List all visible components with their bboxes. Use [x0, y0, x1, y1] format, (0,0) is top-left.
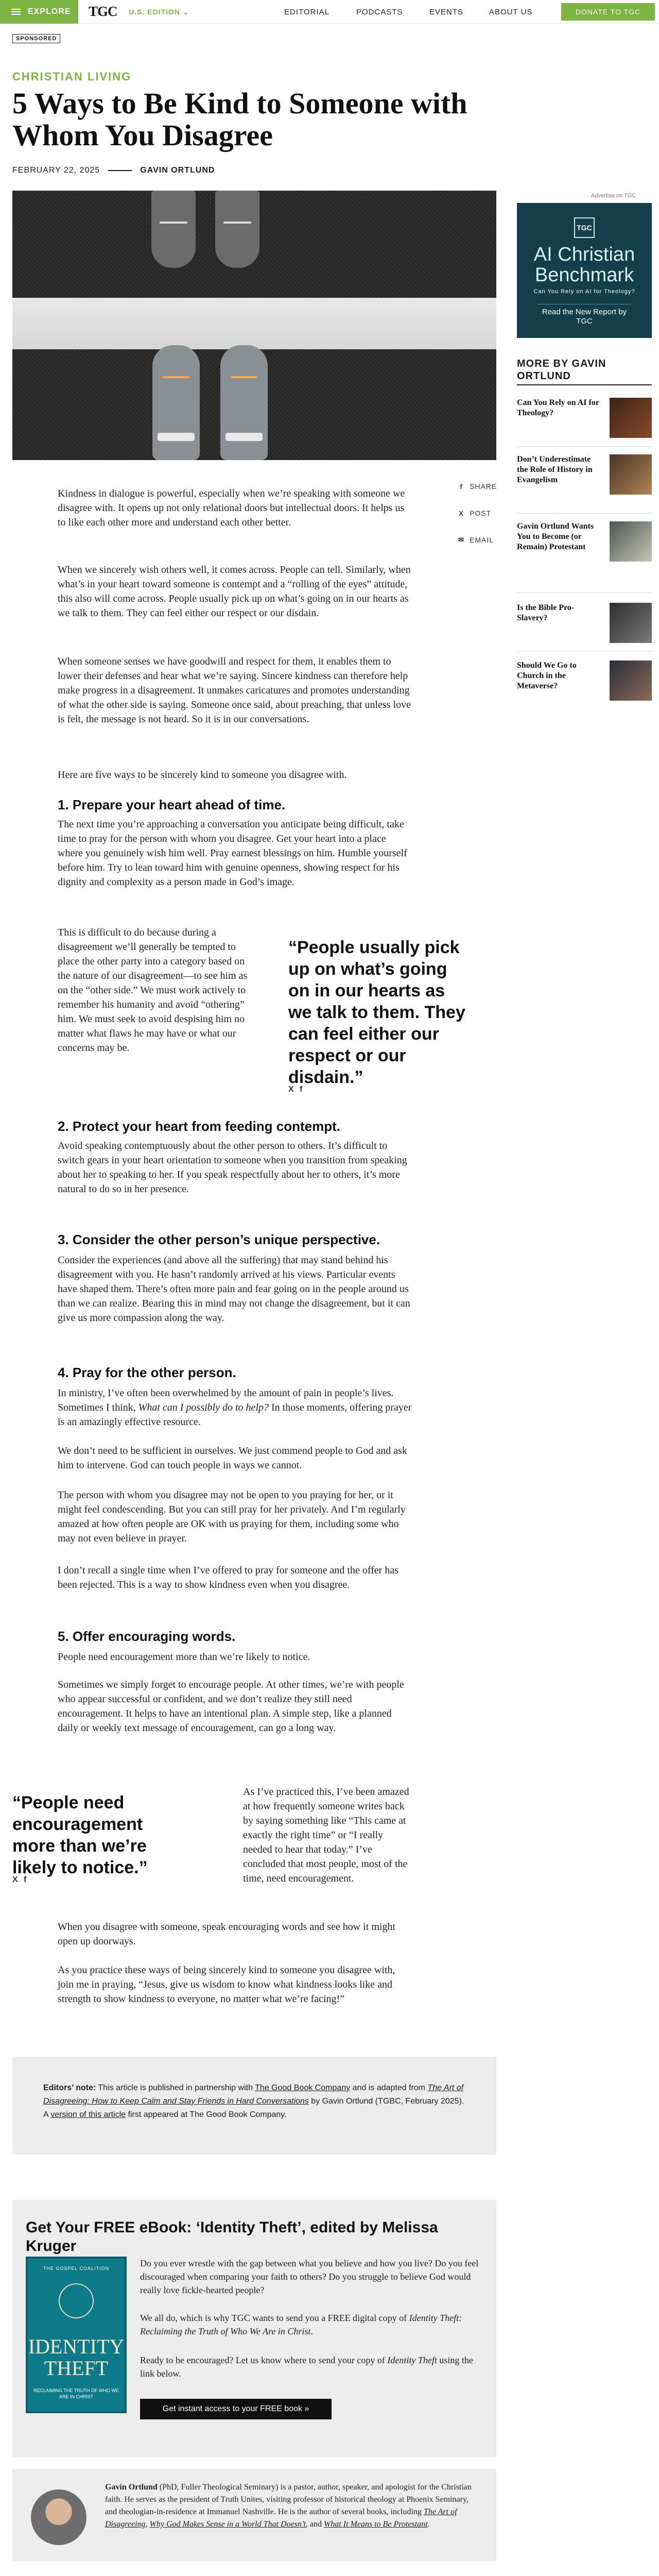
thumbnail — [610, 603, 652, 643]
editors-note — [12, 2057, 496, 2155]
divider — [517, 651, 652, 652]
get-ebook-button[interactable]: Get instant access to your FREE book » — [140, 2399, 332, 2419]
byline — [12, 166, 215, 175]
thumbnail — [610, 398, 652, 438]
section-paragraph: In ministry, I’ve often been overwhelmed by the amount of pain in people’s lives. Sometimes I think, What can I possibly do to help? In those moments, offering prayer is an amazingly effective resource. — [58, 1387, 412, 1428]
shoe-bottom-right — [220, 345, 268, 460]
shoe-top-right — [215, 191, 259, 268]
x-icon[interactable]: X — [12, 1875, 18, 1884]
facebook-icon: f — [460, 482, 463, 490]
explore-button[interactable] — [0, 0, 78, 24]
thumbnail — [610, 660, 652, 701]
section-paragraph: Sometimes we simply forget to encourage people. At other times, we’re with people who appear successful or confident, and we don’t realize they still need encouragement. It helps to have an intentional plan. A simple step, like a planned daily or weekly text message of encouragement, can go a long way. — [58, 1679, 404, 1734]
x-icon: X — [459, 509, 464, 517]
x-icon[interactable]: X — [288, 1085, 294, 1094]
crosswalk-stripe — [12, 298, 496, 349]
ebook-text: We all do, which is why TGC wants to send you a FREE digital copy of Identity Theft: Reclaiming the Truth of Who We Are in Christ. — [140, 2313, 462, 2336]
more-by-author-title: MORE BY GAVIN ORTLUND — [517, 358, 606, 382]
share-button[interactable]: f SHARE — [457, 482, 497, 490]
intro-paragraph: When we sincerely wish others well, it comes across. People can tell. Similarly, when what’s in your heart toward someone is contempt and a “rolling of the eyes” attitude, this also will come across. People usually pick up on what’s going on in our hearts as we talk to them. They can feel either our respect or our disdain. — [58, 564, 411, 619]
nav-events[interactable]: EVENTS — [429, 8, 464, 16]
lace — [231, 376, 257, 378]
section-heading: 5. Offer encouraging words. — [58, 1629, 236, 1644]
publisher-link[interactable]: The Good Book Company — [255, 2083, 351, 2092]
donate-button[interactable]: DONATE TO TGC — [561, 3, 655, 21]
ad-banner[interactable] — [517, 203, 652, 338]
hero-image — [12, 191, 496, 460]
divider — [517, 513, 652, 514]
section-paragraph: Consider the experiences (and above all the suffering) that may stand behind his disagreement with you. He hasn’t randomly arrived at his views. Particular events have shaped them. There’s often more pain and fear going on in the people around us than we can realize. Bearing this in mind may not change the disagreement, but it can give us more compassion along the way. — [58, 1255, 410, 1324]
chevron-down-icon: ⌄ — [182, 8, 189, 16]
explore-label: EXPLORE — [28, 7, 71, 16]
avatar — [31, 2489, 86, 2545]
section-paragraph: The person with whom you disagree may not be open to you praying for her, or it might feel condescending. But you can still pray for her privately. And I’m regularly amazed at how often people are OK with us praying for them, including some who may not even believe in prayer. — [58, 1489, 406, 1544]
intro-paragraph: When someone senses we have goodwill and respect for them, it enables them to lower their defenses and hear what we’re saying. Sincere kindness can therefore help make progress in a disagreement. It unmakes caricatures and promotes understanding of what the other side is saying. Someone once said, about preaching, that unless love is felt, the message is not heard. So it is in our conversations. — [58, 656, 411, 725]
shoe-toe — [226, 433, 263, 441]
section-heading: 2. Protect your heart from feeding contempt. — [58, 1118, 340, 1134]
email-icon: ✉ — [458, 536, 464, 544]
shoe-top-left — [151, 191, 196, 268]
bio-text: Gavin Ortlund (PhD, Fuller Theological Seminary) is a pastor, author, speaker, and apologist for the Christian faith. He serves as the president of Truth Unites, visiting professor of historical theology at Phoenix Seminary, and theologian-in-residence at Immanuel Nashville. He is the author of several books, including The Art of Disagreeing, Why God Makes Sense in a World That Doesn’t, and What It Means to Be Protestant. — [105, 2483, 472, 2529]
lace — [223, 222, 251, 224]
thumbnail — [610, 454, 652, 495]
section-paragraph: As I’ve practiced this, I’ve been amazed at how frequently someone writes back by saying something like “This came at exactly the right time” or “I really needed to hear that today.” I’ve concluded that most people, most of the time, need encouragement. — [243, 1786, 409, 1884]
publish-date: FEBRUARY 22, 2025 — [12, 166, 100, 175]
facebook-icon[interactable]: f — [24, 1875, 27, 1884]
shoe-bottom-left — [152, 345, 200, 460]
thumbnail — [610, 521, 652, 562]
divider — [517, 384, 652, 385]
divider — [517, 446, 652, 447]
pull-quote: “People usually pick up on what’s going on in our hearts as we talk to them. They can feel either our respect or our disdain.” — [288, 938, 465, 1087]
lace — [160, 222, 187, 224]
ad-logo: TGC — [574, 217, 595, 238]
intro-paragraph: Kindness in dialogue is powerful, especially when we’re speaking with someone we disagree with. It opens up not only relational doors but intellectual doors. It helps us to like each other more and understand each other better. — [58, 488, 405, 528]
section-paragraph: We don’t need to be sufficient in ourselves. We just commend people to God and ask him to intervene. God can touch people in ways we cannot. — [58, 1445, 407, 1471]
divider — [517, 592, 652, 593]
fingerprint-icon — [59, 2283, 94, 2318]
related-article[interactable]: Should We Go to Church in the Metaverse? — [517, 660, 652, 701]
ebook-cover[interactable]: THE GOSPEL COALITION IDENTITY THEFT RECLAIMING THE TRUTH OF WHO WE ARE IN CHRIST — [26, 2257, 127, 2413]
facebook-icon[interactable]: f — [300, 1085, 303, 1094]
section-heading: 1. Prepare your heart ahead of time. — [58, 797, 286, 812]
section-paragraph: As you practice these ways of being sincerely kind to someone you disagree with, join me in praying, “Jesus, give us wisdom to know what kindness looks like and strength to show kindness to everyone, no matter what we’re facing!” — [58, 1964, 395, 2005]
section-heading: 4. Pray for the other person. — [58, 1365, 236, 1380]
related-article[interactable]: Don’t Underestimate the Role of History in Evangelism — [517, 454, 652, 495]
pull-quote: “People need encouragement more than we’re likely to notice.” — [12, 1793, 148, 1877]
byline-divider — [108, 170, 132, 171]
lace — [163, 376, 189, 378]
page-title: 5 Ways to Be Kind to Someone with Whom You Disagree — [12, 87, 467, 152]
section-paragraph: When you disagree with someone, speak encouraging words and see how it might open up doorways. — [58, 1921, 395, 1947]
ad-subtitle: Can You Rely on AI for Theology? — [533, 289, 635, 295]
related-article[interactable]: Is the Bible Pro-Slavery? — [517, 603, 652, 643]
category-link[interactable]: CHRISTIAN LIVING — [12, 70, 132, 83]
author-link[interactable]: GAVIN ORTLUND — [140, 166, 215, 175]
ad-label: Advertise on TGC — [591, 193, 636, 199]
section-paragraph: The next time you’re approaching a conversation you anticipate being difficult, take time to pray for the person with whom you disagree. Get your heart into a place where you genuinely wish him well. Pray earnest blessings on him. Humble yourself before him. Try to lean toward him with genuine openness, showing respect for his dignity and complexity as a person made in God’s image. — [58, 819, 407, 888]
book-link[interactable]: The Art of Disagreeing — [105, 2507, 457, 2529]
intro-paragraph: Here are five ways to be sincerely kind to someone you disagree with. — [58, 769, 347, 781]
ebook-text: Ready to be encouraged? Let us know where to send your copy of Identity Theft using the link below. — [140, 2355, 473, 2379]
section-paragraph: Avoid speaking contemptuously about the other person to others. It’s difficult to switch gears in your heart orientation to someone when you transition from speaking about her to speaking to her. If you speak respectfully about her to others, it’s more natural to do so in her presence. — [58, 1140, 407, 1195]
nav-about-us[interactable]: ABOUT US — [489, 8, 533, 16]
section-paragraph: People need encouragement more than we’re likely to notice. — [58, 1651, 310, 1663]
related-article[interactable]: Gavin Ortlund Wants You to Become (or Remain) Protestant — [517, 521, 652, 562]
book-link[interactable]: The Art of Disagreeing: How to Keep Calm and Stay Friends in Hard Conversations — [43, 2083, 464, 2106]
nav-podcasts[interactable]: PODCASTS — [356, 8, 403, 16]
menu-icon — [11, 9, 21, 15]
ad-cta: Read the New Report by TGC — [537, 304, 631, 326]
shoe-toe — [158, 433, 195, 441]
author-bio — [12, 2469, 496, 2562]
tgc-logo[interactable]: TGC — [89, 4, 117, 19]
section-paragraph: I don’t recall a single time when I’ve offered to pray for someone and the offer has been rejected. This is a way to show kindness even when you disagree. — [58, 1565, 398, 1590]
ebook-promo — [12, 2200, 496, 2458]
section-heading: 3. Consider the other person’s unique perspective. — [58, 1232, 380, 1247]
ebook-title: Get Your FREE eBook: ‘Identity Theft’, edited by Melissa Kruger — [26, 2219, 438, 2255]
email-button[interactable]: ✉ EMAIL — [457, 536, 494, 544]
book-link[interactable]: Why God Makes Sense in a World That Doesn’t — [149, 2520, 306, 2529]
post-button[interactable]: X POST — [457, 509, 491, 517]
nav-editorial[interactable]: EDITORIAL — [284, 8, 330, 16]
sponsored-badge: SPONSORED — [12, 34, 60, 43]
original-article-link[interactable]: version of this article — [50, 2110, 126, 2119]
ad-headline: AI Christian Benchmark — [533, 244, 635, 286]
book-link[interactable]: What It Means to Be Protestant — [324, 2520, 428, 2529]
top-nav — [0, 0, 659, 24]
related-article[interactable]: Can You Rely on AI for Theology? — [517, 398, 652, 438]
edition-selector[interactable]: U.S. EDITION ⌄ — [129, 8, 189, 16]
editors-note-text: Editors’ note: This article is published in partnership with The Good Book Company and is adapted from The Art of Disagreeing: How to Keep Calm and Stay Friends in Hard Conversations by Gavin Ortlund (TGBC, February 2025). A version of this article first appeared at The Good Book Company. — [43, 2083, 464, 2119]
ebook-text: Do you ever wrestle with the gap between what you believe and how you live? Do you feel discouraged when comparing your faith to others? Do you struggle to believe God would really love fickle-hearted people? — [140, 2258, 479, 2295]
section-paragraph: This is difficult to do because during a disagreement we’ll generally be tempted to place the other party into a category based on the nature of our disagreement—to see him as on the “other side.” We must work actively to remember his humanity and avoid “othering” him. We must seek to avoid despising him no matter what flaws he may have or what our concerns may be. — [58, 927, 248, 1054]
